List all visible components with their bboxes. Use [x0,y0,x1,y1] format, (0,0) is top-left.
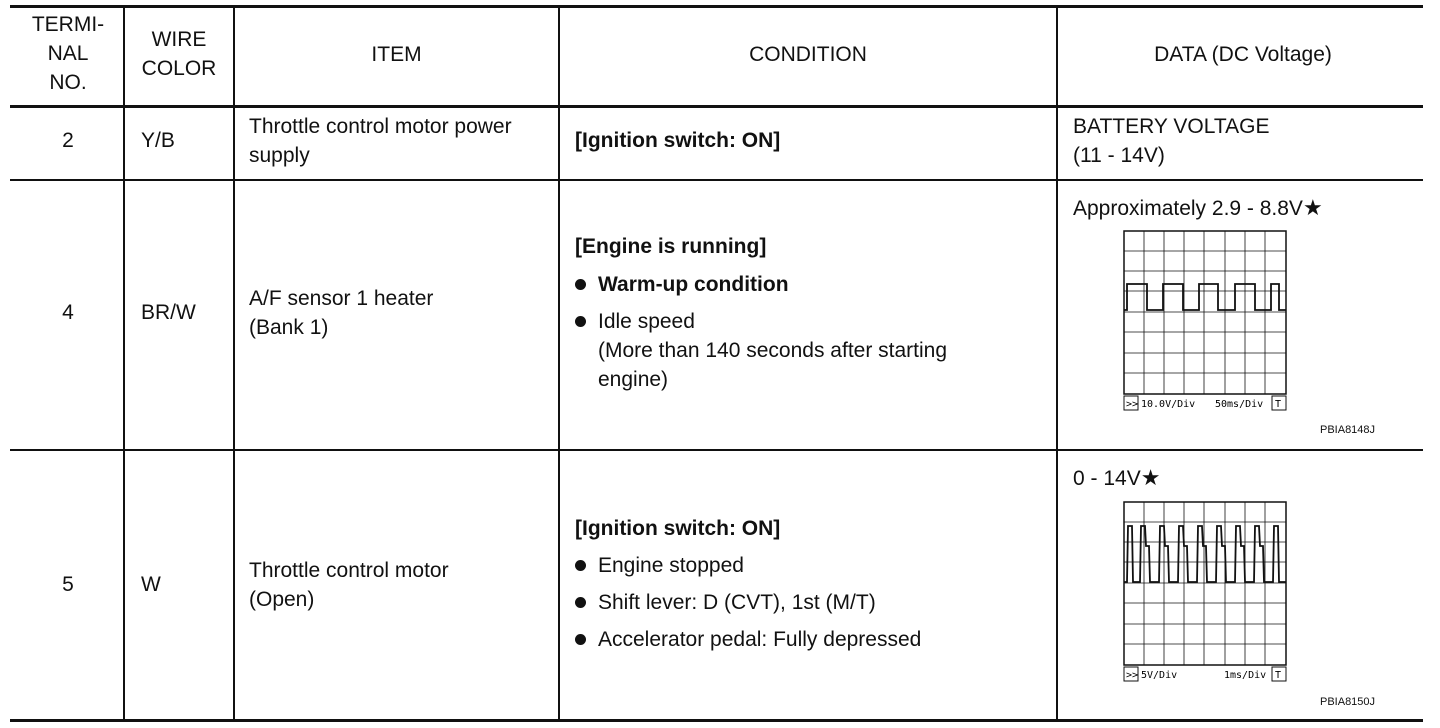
bullet-dot-icon [575,597,586,608]
row-5-wire-color: W [141,573,161,596]
condition-bullet: Shift lever: D (CVT), 1st (M/T) [575,588,1045,617]
scope-b-mode: T [1275,670,1282,681]
bullet-dot-icon [575,316,586,327]
row-5-condition [575,514,1045,654]
figure-code-a: PBIA8148J [1320,424,1376,436]
table-top-rule [10,5,1423,8]
scope-a-volts-div: 10.0V/Div [1141,399,1196,410]
bullet-dot-icon [575,634,586,645]
table-bottom-rule [10,719,1423,722]
row-5-terminal: 5 [62,573,74,596]
row-4-item: A/F sensor 1 heater (Bank 1) [249,287,434,339]
bullet-dot-icon [575,560,586,571]
row-divider [10,449,1423,451]
row-4-condition-title: [Engine is running] [575,235,767,258]
row-5-data-value: 0 - 14V★ [1073,465,1161,490]
row-2-wire-color: Y/B [141,129,175,152]
scope-a-time-div: 50ms/Div [1215,399,1264,410]
column-divider [233,5,235,722]
waveform-b-svg [1123,501,1289,685]
row-5-item: Throttle control motor (Open) [249,559,449,611]
header-condition: CONDITION [749,43,867,66]
star-icon: ★ [1302,195,1323,220]
bullet-dot-icon [575,279,586,290]
header-bottom-rule [10,105,1423,108]
waveform-a-svg [1123,230,1289,412]
oscilloscope-waveform-a [1123,230,1289,412]
scope-a-prefix: >> [1126,399,1139,410]
condition-bullet: Engine stopped [575,551,1045,580]
row-4-condition [575,232,1045,394]
header-item: ITEM [371,43,422,66]
header-wire-color: WIRE COLOR [141,28,217,80]
scope-a-mode: T [1275,399,1282,410]
scope-b-prefix: >> [1126,670,1139,681]
condition-bullet: Idle speed (More than 140 seconds after starting engine) [575,307,1045,394]
scope-b-volts-div: 5V/Div [1141,670,1178,681]
column-divider [1056,5,1058,722]
row-2-item: Throttle control motor power supply [249,115,512,167]
row-divider [10,179,1423,181]
row-5-condition-title: [Ignition switch: ON] [575,517,781,540]
figure-code-b: PBIA8150J [1320,696,1376,708]
row-2-terminal: 2 [62,129,74,152]
column-divider [123,5,125,722]
row-2-data: BATTERY VOLTAGE (11 - 14V) [1073,115,1270,167]
row-4-data-value: Approximately 2.9 - 8.8V★ [1073,195,1323,220]
column-divider [558,5,560,722]
row-4-terminal: 4 [62,301,74,324]
scope-b-time-div: 1ms/Div [1224,670,1267,681]
header-terminal-no: TERMI- NAL NO. [31,13,105,94]
header-data: DATA (DC Voltage) [1154,43,1332,66]
condition-bullet: Accelerator pedal: Fully depressed [575,625,1045,654]
row-2-condition-title: [Ignition switch: ON] [575,129,781,152]
star-icon: ★ [1140,465,1161,490]
oscilloscope-waveform-b [1123,501,1289,685]
condition-bullet: Warm-up condition [575,270,1045,299]
row-4-wire-color: BR/W [141,301,196,324]
